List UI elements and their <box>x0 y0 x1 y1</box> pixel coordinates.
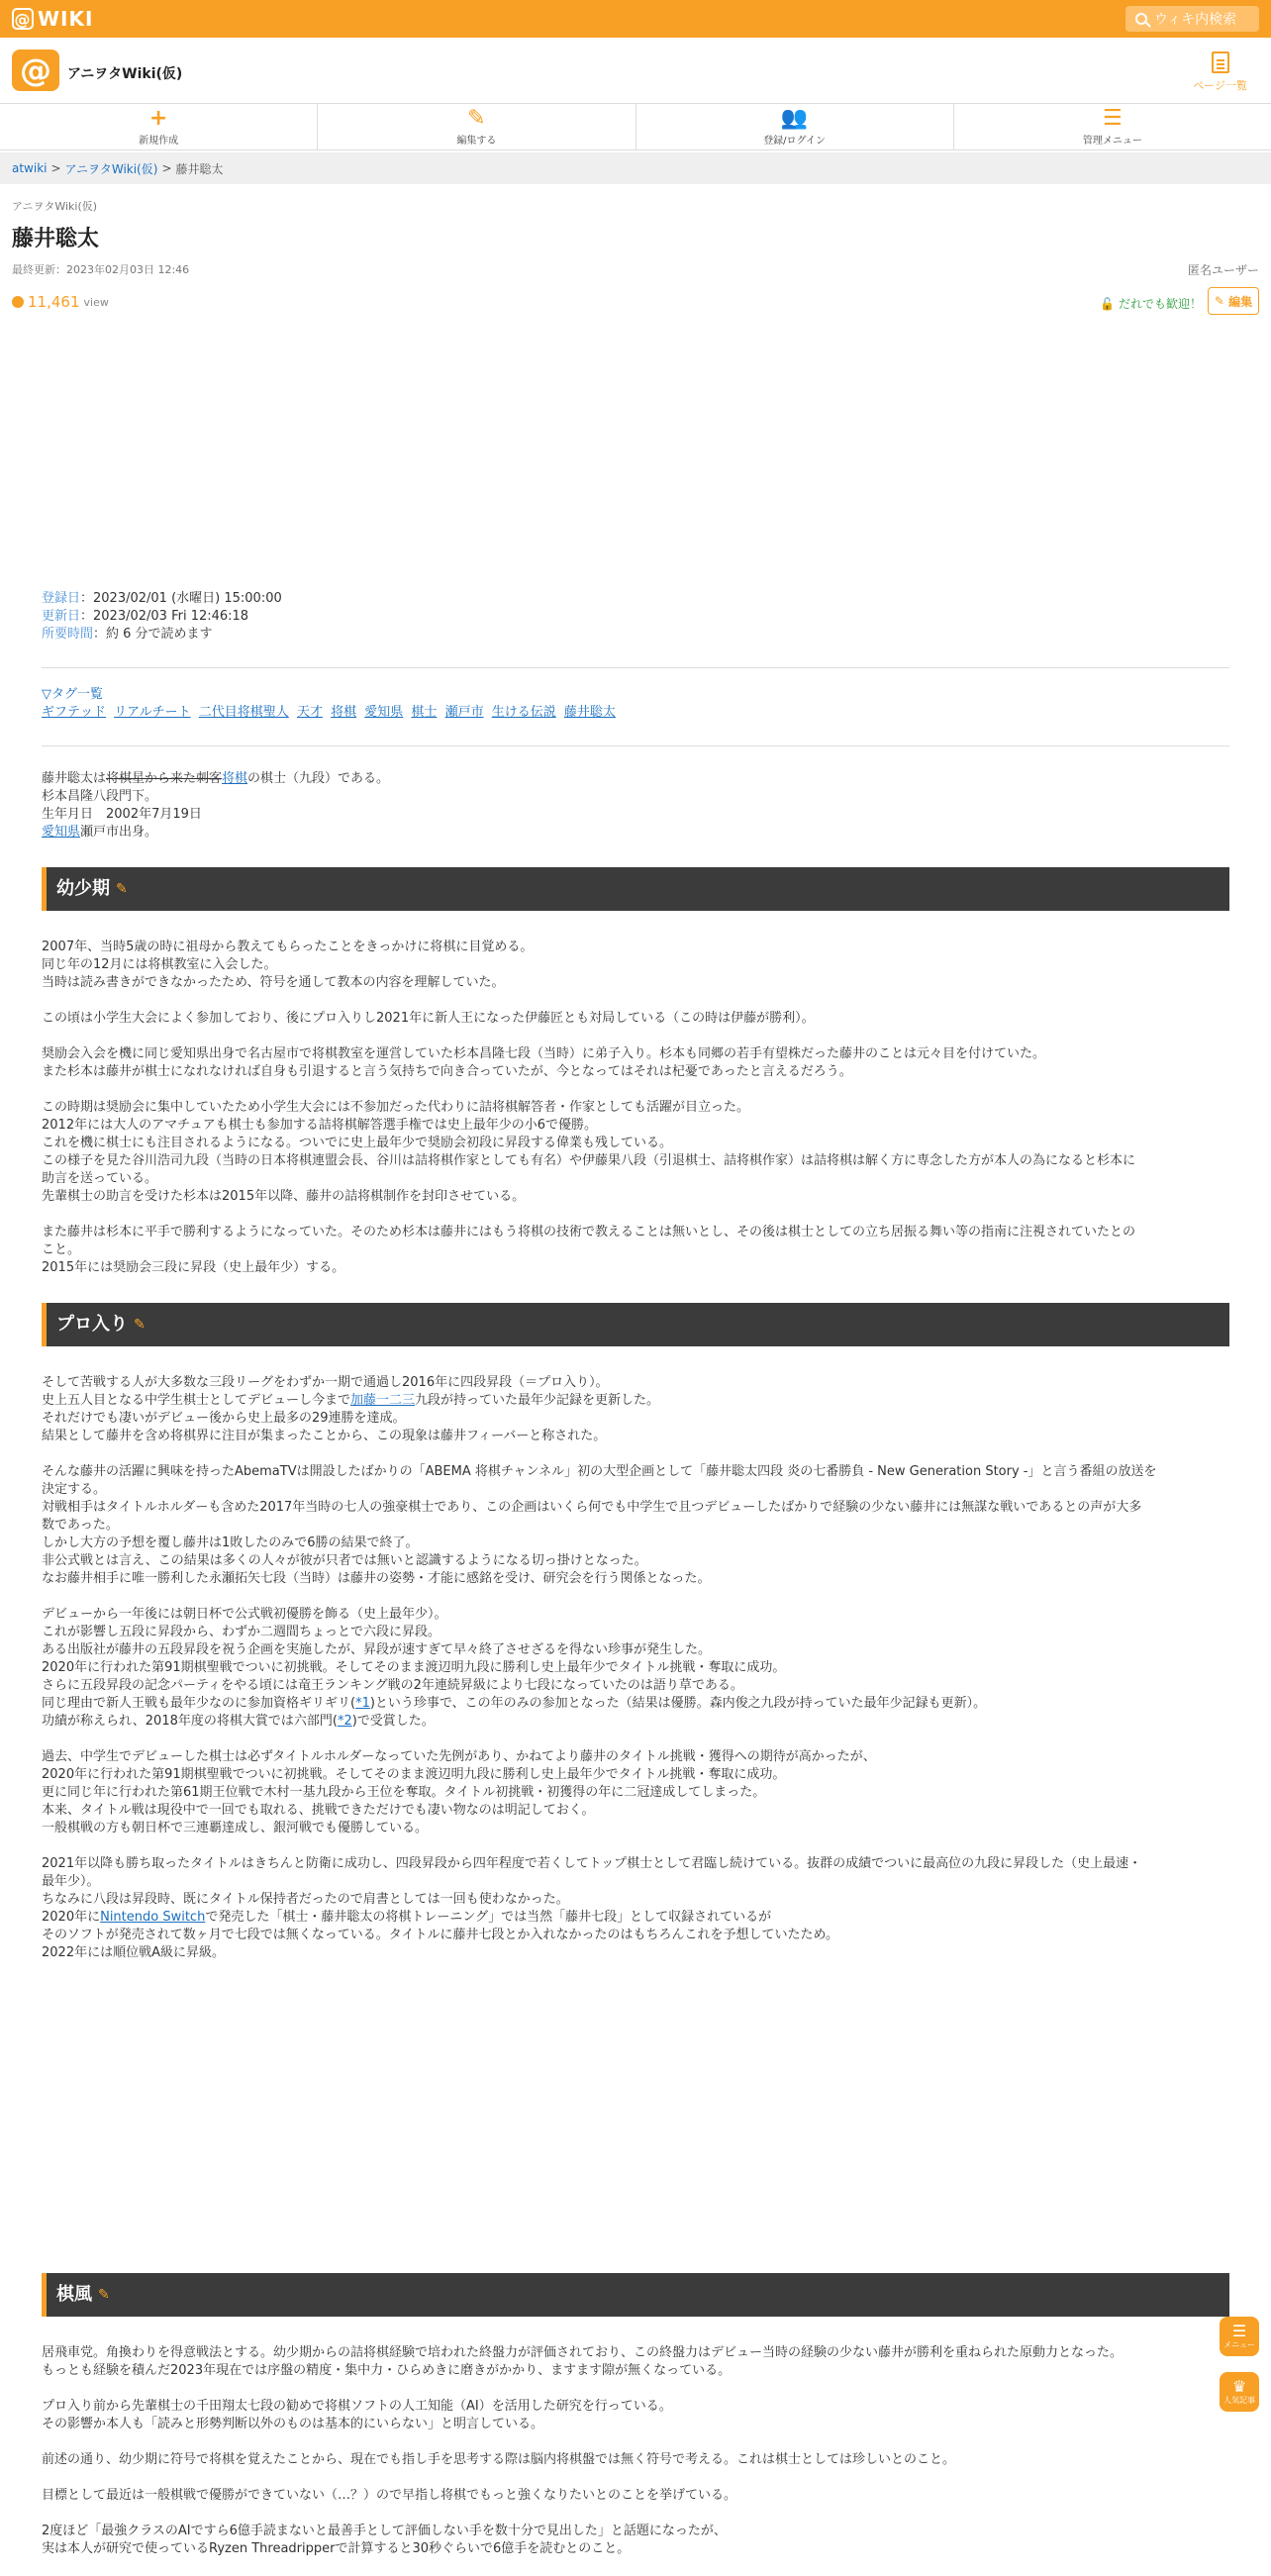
author-label: 匿名ユーザー <box>1187 263 1259 277</box>
ad-space <box>42 1980 1229 2247</box>
text-line: これを機に棋士にも注目されるようになる。ついでに史上最年少で奨励会初段に昇段する偉業も残している。 <box>42 1136 673 1150</box>
medal-icon <box>12 296 24 308</box>
tag-list <box>42 704 1229 722</box>
site-header <box>0 38 1271 103</box>
text-line: 2007年、当時5歳の時に祖母から教えてもらったことをきっかけに将棋に目覚める。 <box>42 940 534 954</box>
section-title: 幼少期 <box>56 878 110 899</box>
text-line: ちなみに八段は昇段時、既にタイトル保持者だったので肩書としては一回も使わなかった。 <box>42 1892 569 1907</box>
menu-button[interactable] <box>1220 2317 1259 2356</box>
page-list-label: ページ一覧 <box>1193 79 1247 92</box>
text-line: 数であった。 <box>42 1518 119 1533</box>
footnote-link[interactable]: *2 <box>337 1714 352 1729</box>
login-button[interactable] <box>636 104 954 149</box>
meta-value: ：約 6 分で読めます <box>93 627 213 642</box>
meta-value: ：2023/02/03 Fri 12:46:18 <box>80 609 249 624</box>
paragraph <box>42 1045 1229 1081</box>
tag-link[interactable]: 二代目将棋聖人 <box>198 705 289 720</box>
logo-text: WIKI <box>38 7 94 31</box>
paragraph <box>42 1463 1229 1588</box>
breadcrumb-separator: > <box>50 161 61 175</box>
text-line: もっとも経験を積んだ2023年現在では序盤の精度・集中力・ひらめきに磨きがかかり、ますます隙が無くなっている。 <box>42 2363 732 2378</box>
paragraph <box>42 1855 1229 1962</box>
breadcrumb-root-link[interactable]: atwiki <box>12 161 48 175</box>
text-line: そして苦戦する人が大多数な三段リーグをわずか一期で通過し2016年に四段昇段（＝プロ入り）。 <box>42 1375 609 1390</box>
text-line: 2020年に行われた第91期棋聖戦でついに初挑戦。そしてそのまま渡辺明九段に勝利し史上最年少でタイトル挑戦・奪取に成功。 <box>42 1767 786 1782</box>
tag-link[interactable]: リアルチート <box>114 705 191 720</box>
text-line: 最年少）。 <box>42 1874 100 1889</box>
text-line: この様子を見た谷川浩司九段（当時の日本将棋連盟会長、谷川は詰将棋作家としても有名）や伊藤果八段（引退棋士、詰将棋作家）は詰将棋は解く方に専念した方が本人の為になると杉本に <box>42 1153 1136 1168</box>
tag-link[interactable]: 藤井聡太 <box>563 705 616 720</box>
text-line: 同じ年の12月には将棋教室に入会した。 <box>42 957 277 972</box>
section-heading-childhood <box>42 867 1229 911</box>
tag-link[interactable]: ギフテッド <box>42 705 107 720</box>
text-line: そんな藤井の活躍に興味を持ったAbemaTVは開設したばかりの「ABEMA 将棋チャンネル」初の大型企画として「藤井聡太四段 炎の七番勝負 - New Generation Story -」と言う番組の放送を <box>42 1464 1157 1479</box>
breadcrumb-wiki-link[interactable]: アニヲタWiki(仮) <box>64 161 158 176</box>
paragraph <box>42 2451 1229 2469</box>
action-menu <box>0 103 1271 150</box>
article-meta <box>42 590 1229 644</box>
text: 九段が持っていた最年少記録を更新した。 <box>415 1393 660 1408</box>
text-line: 居飛車党。角換わりを得意戦法とする。幼少期からの詰将棋経験で培われた終盤力が評価されており、この終盤力はデビュー当時の経験の少ない藤井が勝利を重ねられた原動力となった。 <box>42 2345 1124 2360</box>
paragraph <box>42 1606 1229 1731</box>
tag-link[interactable]: 棋士 <box>411 705 438 720</box>
text-line: 先輩棋士の助言を受けた杉本は2015年以降、藤井の詰将棋制作を封印させている。 <box>42 1189 526 1204</box>
text-line: その影響か本人も「読みと形勢判断以外のものは基本的にいらない」と明言している。 <box>42 2417 544 2431</box>
divider <box>42 745 1229 746</box>
text: 史上五人目となる中学生棋士としてデビューし今まで <box>42 1393 351 1408</box>
paragraph <box>42 1224 1229 1277</box>
view-unit: view <box>83 295 109 309</box>
breadcrumb-current: 藤井聡太 <box>175 161 224 176</box>
text-line: これが影響し五段に昇段から、わずか二週間ちょっとで六段に昇段。 <box>42 1625 441 1639</box>
breadcrumb <box>0 152 1271 184</box>
meta-key: 登録日 <box>42 591 81 606</box>
tag-link[interactable]: 天才 <box>296 705 323 720</box>
text: 同じ理由で新人王戦も最年少なのに参加資格ギリギリ( <box>42 1696 356 1711</box>
tag-list-toggle[interactable]: ▽タグ一覧 <box>42 687 103 702</box>
paragraph <box>42 2398 1229 2433</box>
hamburger-icon: ☰ <box>1231 2321 1247 2340</box>
paragraph <box>42 1374 1229 1445</box>
wiki-name-label: アニヲタWiki(仮) <box>12 200 98 213</box>
paragraph <box>42 2487 1229 2505</box>
action-label: 編集する <box>456 135 497 147</box>
text-line: しかし大方の予想を覆し藤井は1敗したのみで6勝の結果で終了。 <box>42 1536 419 1550</box>
text-line: この頃は小学生大会によく参加しており、後にプロ入りし2021年に新人王になった伊藤匠とも対局している（この時は伊藤が勝利）。 <box>42 1011 815 1026</box>
paragraph <box>42 1010 1229 1028</box>
site-icon[interactable]: @ <box>12 50 59 91</box>
admin-menu-button[interactable] <box>954 104 1271 149</box>
text-line: 2015年には奨励会三段に昇段（史上最年少）する。 <box>42 1260 345 1275</box>
view-count: 11,461 <box>28 293 80 311</box>
crown-icon: ♛ <box>1231 2376 1247 2396</box>
user-add-icon: 👥 <box>780 105 809 131</box>
article-body <box>42 590 1229 2576</box>
document-icon <box>1212 51 1229 73</box>
text-line: 非公式戦とは言え、この結果は多くの人々が彼が只者では無いと認識するようになる切っ掛けとなった。 <box>42 1553 647 1568</box>
action-label: 登録/ログイン <box>763 135 827 147</box>
text-line: プロ入り前から先輩棋士の千田翔太七段の勧めで将棋ソフトの人工知能（AI）を活用した研究を行っている。 <box>42 2399 672 2414</box>
tag-link[interactable]: 将棋 <box>331 705 357 720</box>
page-list-button[interactable] <box>1193 51 1247 93</box>
paragraph <box>42 1748 1229 1837</box>
search-icon <box>1135 13 1147 25</box>
text-line: 目標として最近は一般棋戦で優勝ができていない（…？）ので早指し将棋でもっと強くなりたいとのことを挙げている。 <box>42 2488 737 2503</box>
edit-page-button[interactable] <box>318 104 636 149</box>
text-line: ある出版社が藤井の五段昇段を祝う企画を実施したが、昇段が速すぎて早々終了させざるを得ない珍事が発生した。 <box>42 1642 712 1657</box>
text: 瀬戸市出身。 <box>80 825 158 840</box>
search-placeholder: ウィキ内検索 <box>1154 12 1237 28</box>
text-line: また杉本は藤井が棋士になれなければ自身も引退すると言う気持ちで向き合っていたが、今となってはそれは杞憂であったと言えるだろう。 <box>42 1064 852 1079</box>
section-heading-style <box>42 2273 1229 2317</box>
text-line: 前述の通り、幼少期に符号で将棋を覚えたことから、現在でも指し手を思考する際は脳内将棋盤では無く符号で考える。これは棋士としては珍しいとのこと。 <box>42 2452 956 2467</box>
edit-label: 編集 <box>1228 294 1253 309</box>
text-line: それだけでも凄いがデビュー後から史上最多の29連勝を達成。 <box>42 1411 406 1426</box>
page-title: 藤井聡太 <box>12 227 100 251</box>
at-logo-icon: @ <box>12 8 34 30</box>
atwiki-logo[interactable] <box>12 8 93 30</box>
meta-value: ：2023/02/01 (水曜日) 15:00:00 <box>80 591 282 606</box>
text-line: 結果として藤井を含め将棋界に注目が集まったことから、この現象は藤井フィーバーと称された。 <box>42 1429 607 1443</box>
text-line: 本来、タイトル戦は現役中で一回でも取れる、挑戦できただけでも凄い物なのは明記しておく。 <box>42 1803 595 1818</box>
section-heading-pro <box>42 1303 1229 1346</box>
unlock-icon: 🔓 <box>1100 297 1116 311</box>
text-line: 2022年には順位戦A級に昇級。 <box>42 1945 225 1960</box>
text-line: 当時は読み書きができなかったため、符号を通して教本の内容を理解していた。 <box>42 975 505 990</box>
view-counter <box>12 293 109 311</box>
footnote-link[interactable]: *1 <box>355 1696 370 1711</box>
section-title: 棋風 <box>56 2284 92 2305</box>
pencil-icon[interactable]: ✎ <box>134 1317 146 1333</box>
text-line: そのソフトが発売されて数ヶ月で七段では無くなっている。タイトルに藤井七段とか入れなかったのはもちろんこれを予想していたため。 <box>42 1928 838 1942</box>
text-line: この時期は奨励会に集中していたため小学生大会には不参加だった代わりに詰将棋解答者・作家としても活躍が目立った。 <box>42 1100 750 1115</box>
text: )という珍事で、この年のみの参加となった（結果は優勝。森内俊之九段が持っていた最年少記録も更新）。 <box>369 1696 987 1711</box>
fab-label: メニュー <box>1223 2339 1255 2349</box>
pencil-icon: ✎ <box>1214 294 1229 308</box>
new-page-button[interactable] <box>0 104 318 149</box>
text: 生年月日 2002年7月19日 <box>42 807 202 822</box>
text: 功績が称えられ、2018年度の将棋大賞では六部門( <box>42 1714 338 1729</box>
open-edit-badge <box>1100 295 1202 312</box>
aichi-link[interactable]: 愛知県 <box>42 825 81 840</box>
pencil-icon[interactable]: ✎ <box>98 2287 110 2303</box>
breadcrumb-separator: > <box>161 161 172 175</box>
text-line: さらに五段昇段の記念パーティをやる頃には竜王ランキング戦の2年連続昇級により七段になっていたのは語り草である。 <box>42 1678 743 1693</box>
fab-label: 人気記事 <box>1223 2395 1255 2405</box>
switch-link[interactable]: Nintendo Switch <box>100 1910 206 1925</box>
text-line: 過去、中学生でデビューした棋士は必ずタイトルホルダーなっていた先例があり、かねてより藤井のタイトル挑戦・獲得への期待が高かったが、 <box>42 1749 876 1764</box>
welcome-text: だれでも歓迎！ <box>1118 297 1202 311</box>
last-updated: 最終更新：2023年02月03日 12:46 <box>12 263 190 276</box>
text-line: 2012年には大人のアマチュアも棋士も参加する詰将棋解答選手権では史上最年少の小6で優勝。 <box>42 1118 597 1133</box>
text-line: 2度ほど「最強クラスのAIですら6億手読まないと最善手として評価しない手を数十分で見出した」と話題になったが、 <box>42 2524 727 2538</box>
edit-button[interactable] <box>1208 287 1259 315</box>
text-line: こと。 <box>42 1242 81 1257</box>
tag-link[interactable]: 愛知県 <box>364 705 404 720</box>
kato-link[interactable]: 加藤一二三 <box>350 1393 416 1408</box>
paragraph <box>42 2344 1229 2380</box>
intro-paragraph <box>42 770 1229 842</box>
text: の棋士（九段）である。 <box>247 771 390 786</box>
text-line: また藤井は杉本に平手で勝利するようになっていた。そのため杉本は藤井にはもう将棋の技術で教えることは無いとし、その後は棋士としての立ち居振る舞い等の指南に注視されていたとの <box>42 1225 1136 1239</box>
paragraph <box>42 1099 1229 1206</box>
top-bar <box>0 0 1271 38</box>
section-title: プロ入り <box>56 1314 128 1335</box>
tag-link[interactable]: 生ける伝説 <box>491 705 556 720</box>
plus-icon: + <box>148 105 168 131</box>
pencil-icon: ✎ <box>467 105 486 131</box>
text-line: 決定する。 <box>42 1482 107 1497</box>
admin-menu-icon: ☰ <box>1103 105 1123 131</box>
text-line: 2020年に行われた第91期棋聖戦でついに初挑戦。そしてそのまま渡辺明九段に勝利し史上最年少でタイトル挑戦・奪取に成功。 <box>42 1660 786 1675</box>
search-input[interactable] <box>1125 6 1259 32</box>
action-label: 新規作成 <box>139 135 179 147</box>
text-line: 助言を送っている。 <box>42 1171 158 1186</box>
text-line: デビューから一年後には朝日杯で公式戦初優勝を飾る（史上最年少）。 <box>42 1607 447 1622</box>
text-line: 奨励会入会を機に同じ愛知県出身で名古屋市で将棋教室を運営していた杉本昌隆七段（当時）に弟子入り。杉本も同郷の若手有望株だった藤井のことは元々目を付けていた。 <box>42 1046 1046 1061</box>
text-line: 更に同じ年に行われた第61期王位戦で木村一基九段から王位を奪取。タイトル初挑戦・初獲得の年に二冠達成してしまった。 <box>42 1785 766 1800</box>
text-line: 実は本人が研究で使っているRyzen Threadripperで計算すると30秒ぐらいで6億手を読むとのこと。 <box>42 2541 631 2556</box>
text: で発売した「棋士・藤井聡太の将棋トレーニング」では当然「藤井七段」として収録されているが <box>205 1910 772 1925</box>
text: 藤井聡太は <box>42 771 107 786</box>
text-line: 対戦相手はタイトルホルダーも含めた2017年当時の七人の強豪棋士であり、この企画はいくら何でも中学生で且つデビューしたばかりで経験の少ない藤井には無謀な戦いであるとの声が大多 <box>42 1500 1142 1515</box>
meta-key: 更新日 <box>42 609 81 624</box>
action-label: 管理メニュー <box>1082 135 1142 147</box>
strike-text: 将棋星から来た刺客 <box>106 771 223 786</box>
text-line: なお藤井相手に唯一勝利した永瀬拓矢七段（当時）は藤井の姿勢・才能に感銘を受け、研究会を行う関係となった。 <box>42 1571 711 1586</box>
paragraph <box>42 939 1229 992</box>
paragraph <box>42 2523 1229 2558</box>
text-line: 一般棋戦の方も朝日杯で三連覇達成し、銀河戦でも優勝している。 <box>42 1821 429 1835</box>
text: 杉本昌隆八段門下。 <box>42 789 158 804</box>
tag-link[interactable]: 瀬戸市 <box>444 705 484 720</box>
text: 2020年に <box>42 1910 101 1925</box>
site-name[interactable]: アニヲタWiki(仮) <box>67 66 183 82</box>
meta-key: 所要時間 <box>42 627 94 642</box>
text: )で受賞した。 <box>351 1714 435 1729</box>
pencil-icon[interactable]: ✎ <box>116 881 128 897</box>
text-line: 2021年以降も勝ち取ったタイトルはきちんと防衛に成功し、四段昇段から四年程度で若くしてトップ棋士として君臨し続けている。抜群の成績でついに最高位の九段に昇段した（史上最速・ <box>42 1856 1142 1871</box>
shogi-link[interactable]: 将棋 <box>222 771 248 786</box>
divider <box>42 667 1229 668</box>
ranking-button[interactable] <box>1220 2372 1259 2412</box>
